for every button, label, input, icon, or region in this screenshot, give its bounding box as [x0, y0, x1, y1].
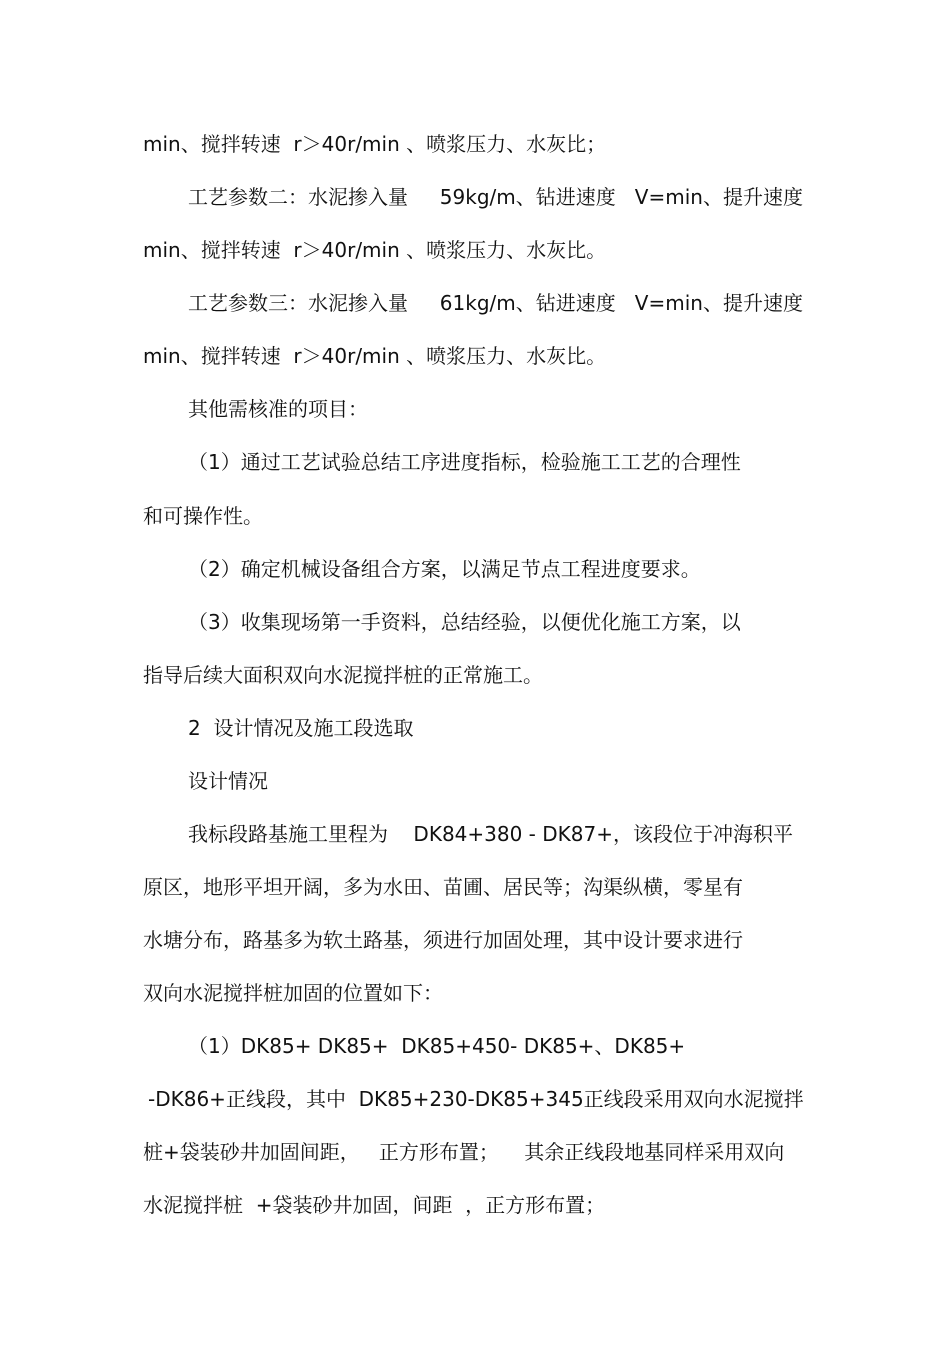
text-line-2: 工艺参数二：水泥掺入量 59kg/m、钻进速度 V=min、提升速度 — [188, 185, 803, 209]
text-line-20: 桩+袋装砂井加固间距， 正方形布置； 其余正线段地基同样采用双向 — [143, 1140, 785, 1164]
text-line-13: 设计情况 — [188, 769, 268, 793]
text-line-14: 我标段路基施工里程为 DK84+380 - DK87+，该段位于冲海积平 — [188, 822, 793, 846]
text-line-8: 和可操作性。 — [143, 504, 263, 528]
text-line-21: 水泥搅拌桩 +袋装砂井加固，间距 ，正方形布置； — [143, 1193, 606, 1217]
text-line-17: 双向水泥搅拌桩加固的位置如下： — [143, 981, 443, 1005]
text-line-10: （3）收集现场第一手资料，总结经验，以便优化施工方案，以 — [188, 610, 741, 634]
text-line-16: 水塘分布，路基多为软土路基，须进行加固处理，其中设计要求进行 — [143, 928, 743, 952]
text-line-4: 工艺参数三：水泥掺入量 61kg/m、钻进速度 V=min、提升速度 — [188, 291, 803, 315]
text-line-5: min、搅拌转速 r＞40r/min 、喷浆压力、水灰比。 — [143, 344, 607, 368]
text-line-3: min、搅拌转速 r＞40r/min 、喷浆压力、水灰比。 — [143, 238, 607, 262]
text-line-11: 指导后续大面积双向水泥搅拌桩的正常施工。 — [143, 663, 543, 687]
text-line-1: min、搅拌转速 r＞40r/min 、喷浆压力、水灰比； — [143, 132, 607, 156]
text-line-19: -DK86+正线段，其中 DK85+230-DK85+345正线段采用双向水泥搅拌 — [148, 1087, 804, 1111]
text-line-18: （1）DK85+ DK85+ DK85+450- DK85+、DK85+ — [188, 1034, 686, 1058]
text-line-12: 2 设计情况及施工段选取 — [188, 716, 414, 740]
text-line-9: （2）确定机械设备组合方案，以满足节点工程进度要求。 — [188, 557, 701, 581]
text-line-15: 原区，地形平坦开阔，多为水田、苗圃、居民等；沟渠纵横，零星有 — [143, 875, 743, 899]
text-line-7: （1）通过工艺试验总结工序进度指标，检验施工工艺的合理性 — [188, 450, 741, 474]
text-line-6: 其他需核准的项目： — [188, 397, 368, 421]
